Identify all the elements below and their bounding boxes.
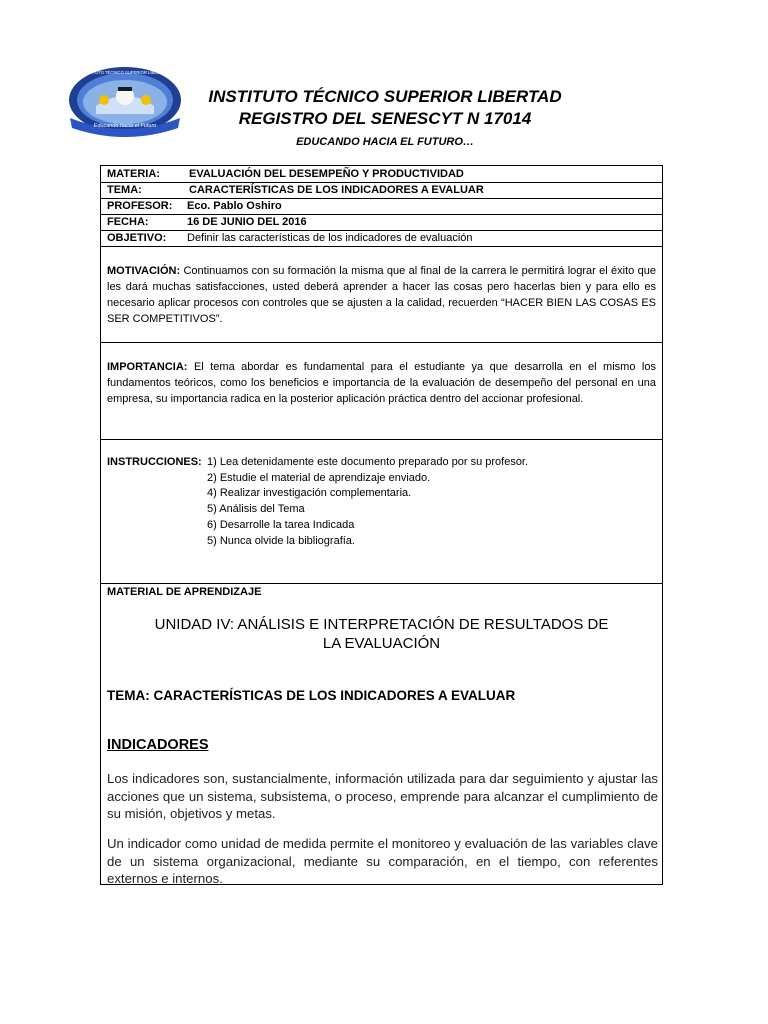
materia-value: EVALUACIÓN DEL DESEMPEÑO Y PRODUCTIVIDAD	[189, 168, 464, 180]
document-header	[150, 86, 620, 150]
fecha-row	[101, 214, 662, 230]
importancia-label: IMPORTANCIA:	[107, 361, 188, 373]
indicadores-heading: INDICADORES	[107, 737, 209, 753]
objetivo-value: Definir las características de los indicadores de evaluación	[187, 232, 473, 244]
tema-label: TEMA:	[107, 184, 142, 196]
tema-row	[101, 182, 662, 198]
instruction-item: 6) Desarrolle la tarea Indicada	[207, 518, 355, 531]
importancia-text: El tema abordar es fundamental para el estudiante ya que desarrolla en el mismo los fundamentos teóricos, como los beneficios e importancia de la evaluación de desempeño del personal en una empresa, su importancia radica en la posterior aplicación práctica dentro del accionar profesional.	[107, 361, 656, 405]
material-label: MATERIAL DE APRENDIZAJE	[107, 586, 262, 598]
registry-number: REGISTRO DEL SENESCYT N 17014	[238, 109, 532, 128]
unit-title	[101, 615, 662, 653]
course-info-table	[100, 165, 663, 885]
motivacion-label: MOTIVACIÓN:	[107, 265, 181, 277]
institution-motto: EDUCANDO HACIA EL FUTURO…	[296, 136, 474, 148]
unit-title-line2: LA EVALUACIÓN	[322, 635, 441, 652]
instruction-item: 5) Nunca olvide la bibliografía.	[207, 534, 355, 547]
profesor-value: Eco. Pablo Oshiro	[187, 200, 282, 212]
tema-value: CARACTERÍSTICAS DE LOS INDICADORES A EVALUAR	[189, 184, 484, 196]
profesor-label: PROFESOR:	[107, 200, 173, 212]
indicadores-paragraph: Un indicador como unidad de medida permite el monitoreo y evaluación de las variables clave de un sistema organizacional, mediante su comparación, en el tiempo, con referentes externos e internos.	[107, 836, 658, 886]
materia-row	[101, 166, 662, 182]
institution-name: INSTITUTO TÉCNICO SUPERIOR LIBERTAD	[208, 87, 562, 106]
divider	[101, 342, 662, 343]
logo-ring-text: INSTITUTO TÉCNICO SUPERIOR LIBERTAD	[81, 70, 169, 75]
logo-banner-text: Educando hacia el Futuro	[93, 123, 157, 129]
objetivo-label: OBJETIVO:	[107, 232, 167, 244]
unit-title-line1: UNIDAD IV: ANÁLISIS E INTERPRETACIÓN DE RESULTADOS DE	[154, 616, 609, 633]
fecha-value: 16 DE JUNIO DEL 2016	[187, 216, 307, 228]
motivacion-text: Continuamos con su formación la misma que al final de la carrera le permitirá lograr el éxito que les dará muchas satisfacciones, usted deberá aprender a hacer las cosas pero hacerlas bien y para ello es necesario aplicar procesos con controles que se ajusten a la calidad, recuerden “HACER BIEN LAS COSAS ES SER COMPETITIVOS”.	[107, 265, 656, 325]
materia-label: MATERIA:	[107, 168, 160, 180]
instrucciones-section	[101, 455, 662, 565]
objetivo-row	[101, 230, 662, 246]
instrucciones-label: INSTRUCCIONES:	[107, 456, 202, 468]
instruction-item: 2) Estudie el material de aprendizaje enviado.	[207, 471, 431, 484]
profesor-row	[101, 198, 662, 214]
fecha-label: FECHA:	[107, 216, 149, 228]
instruction-item: 4) Realizar investigación complementaria.	[207, 487, 412, 500]
motivacion-section	[101, 263, 662, 327]
divider	[101, 439, 662, 440]
divider	[101, 246, 662, 247]
material-label-row	[101, 584, 662, 600]
instruction-item: 5) Análisis del Tema	[207, 503, 305, 516]
instruction-item: 1) Lea detenidamente este documento preparado por su profesor.	[207, 456, 529, 468]
indicadores-paragraph: Los indicadores son, sustancialmente, información utilizada para dar seguimiento y ajustar las acciones que un sistema, subsistema, o proceso, emprende para alcanzar el cumplimiento de su misión, objetivos y metas.	[107, 771, 658, 821]
material-tema: TEMA: CARACTERÍSTICAS DE LOS INDICADORES A EVALUAR	[107, 688, 516, 703]
importancia-section	[101, 359, 662, 407]
